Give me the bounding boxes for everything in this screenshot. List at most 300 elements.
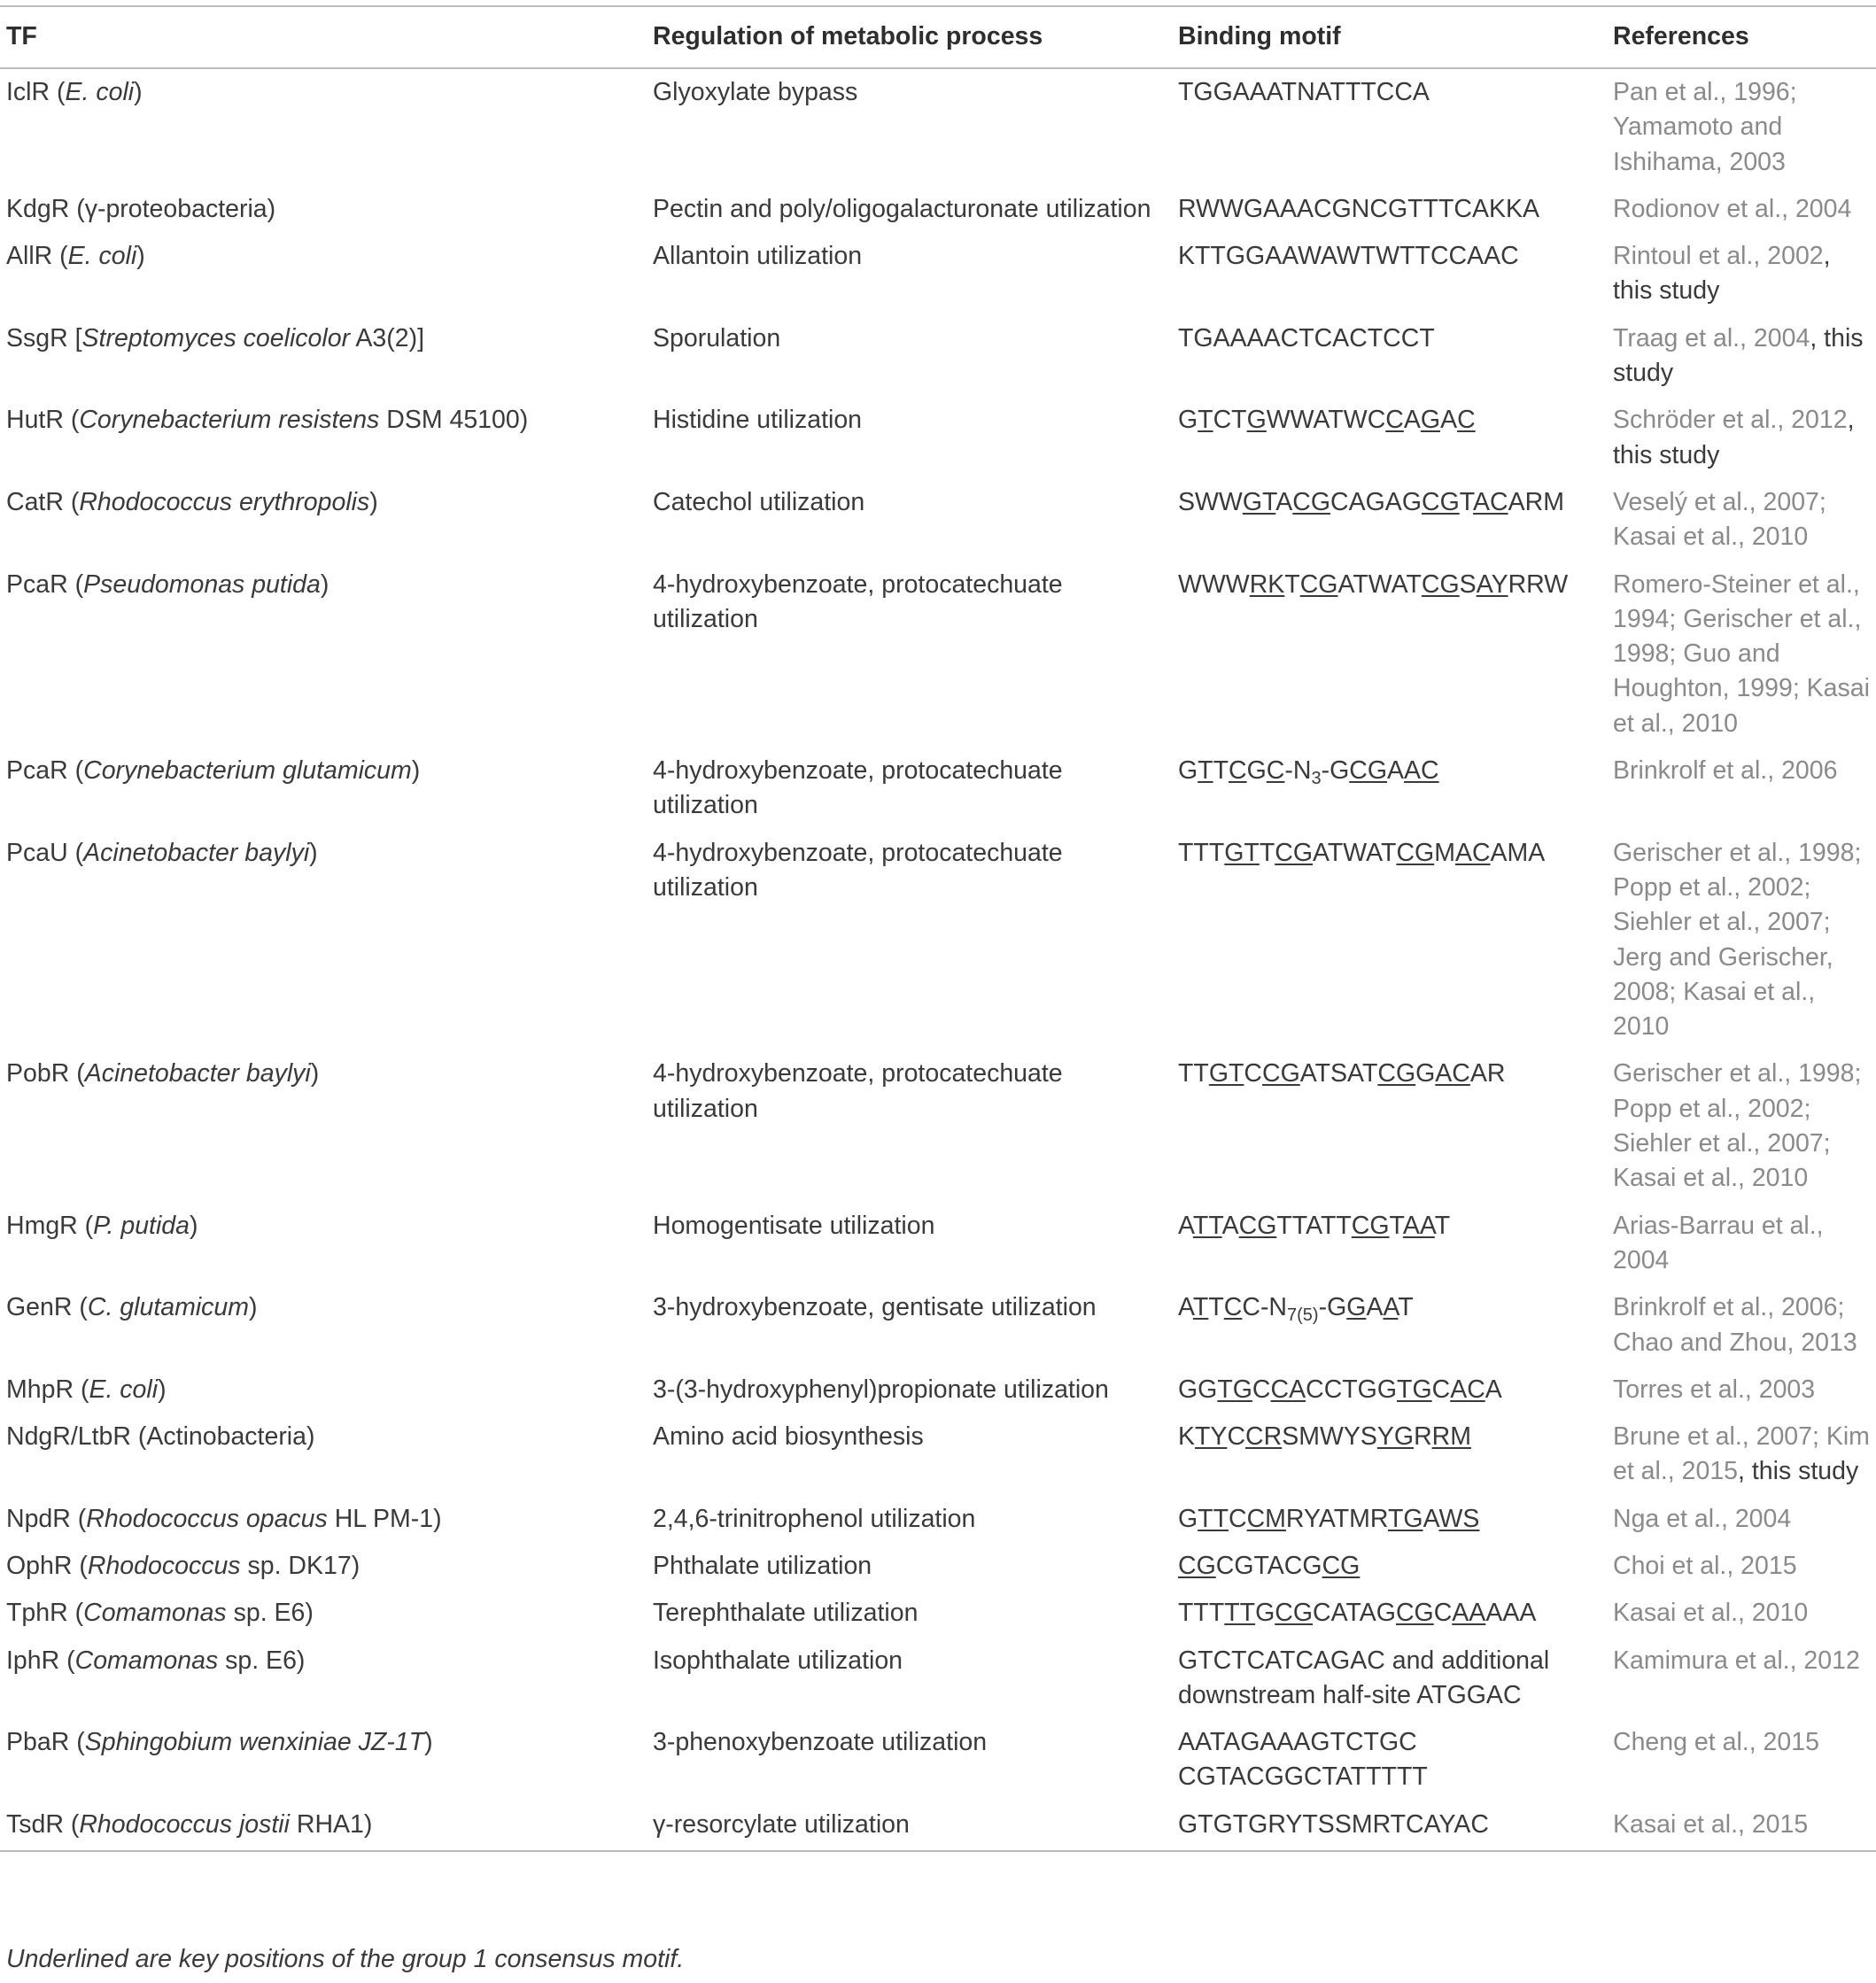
cell-references [1607, 1543, 1876, 1590]
cell-motif [1172, 830, 1607, 1051]
text-segment: Torres et al., 2003 [1613, 1375, 1816, 1404]
text-segment: 3 [1311, 769, 1322, 789]
text-segment: Brune et al., 2007; Kim et al., 2015 [1613, 1422, 1870, 1486]
motif-key-position: CG [1292, 487, 1331, 516]
cell-references [1607, 1496, 1876, 1543]
cell-motif [1172, 1496, 1607, 1543]
cell-regulation: Homogentisate utilization [653, 1211, 935, 1240]
species-name: Corynebacterium glutamicum [83, 756, 412, 786]
species-name: E. coli [67, 242, 137, 271]
motif-key-position: G [1246, 406, 1267, 435]
table-row [0, 233, 1876, 315]
table-row [0, 1050, 1876, 1202]
text-segment: PobR ( [6, 1059, 85, 1088]
text-segment: CT [1213, 406, 1247, 435]
motif-key-position: G [1346, 1293, 1367, 1322]
motif-key-position: CG [1299, 569, 1338, 599]
text-segment: ATWAT [1337, 569, 1422, 599]
table-row [0, 1590, 1876, 1637]
text-segment: A [1485, 1375, 1502, 1404]
motif-key-position: GT [1224, 838, 1260, 867]
text-segment: TsdR ( [6, 1809, 80, 1839]
header-regulation: Regulation of metabolic process [647, 6, 1172, 68]
motif-key-position: TT [1224, 1599, 1256, 1628]
cell-motif [1172, 1719, 1607, 1801]
text-segment: KdgR (γ-proteobacteria) [6, 194, 276, 223]
motif-key-position: WS [1438, 1504, 1480, 1533]
motif-key-position: AA [1402, 1211, 1435, 1240]
motif-key-position: T [1198, 406, 1213, 435]
text-segment: C [1244, 1059, 1262, 1088]
cell-references [1607, 1719, 1876, 1801]
cell-regulation: Phthalate utilization [653, 1551, 872, 1580]
motif-key-position: GT [1208, 1059, 1244, 1088]
motif-key-position: CG [1262, 1059, 1300, 1088]
motif-key-position: AY [1476, 569, 1508, 599]
text-segment: S [1459, 569, 1477, 599]
text-segment: Kasai et al., 2015 [1613, 1809, 1809, 1839]
text-segment: RYATMR [1285, 1504, 1388, 1533]
cell-tf [0, 1414, 647, 1496]
cell-motif [1172, 68, 1607, 186]
text-segment: C [1433, 1599, 1453, 1628]
text-segment: G [1178, 756, 1198, 786]
text-segment: G [1178, 1504, 1198, 1533]
text-segment: -N [1284, 756, 1312, 786]
cell-tf [0, 397, 647, 479]
text-segment: ) [158, 1375, 167, 1404]
cell-motif [1172, 1414, 1607, 1496]
motif-key-position: T [1192, 1293, 1209, 1322]
text-segment: sp. E6) [226, 1599, 314, 1628]
cell-references [1607, 830, 1876, 1051]
text-segment: ) [424, 1728, 433, 1757]
text-segment: TphR ( [6, 1599, 84, 1628]
cell-tf [0, 1050, 647, 1202]
cell-regulation: Amino acid biosynthesis [653, 1422, 924, 1452]
cell-tf [0, 830, 647, 1051]
text-segment: ) [310, 1059, 320, 1088]
cell-motif [1172, 747, 1607, 830]
text-segment: A [1366, 1293, 1384, 1322]
species-name: Rhodococcus jostii [79, 1809, 290, 1839]
text-segment: , this study [1613, 406, 1855, 469]
motif-key-position: RM [1431, 1422, 1471, 1452]
text-segment: CatR ( [6, 487, 80, 516]
text-segment: TTT [1178, 1599, 1225, 1628]
text-segment: ) [190, 1211, 198, 1240]
text-segment: TT [1178, 1059, 1209, 1088]
motif-key-position: TT [1192, 1211, 1222, 1240]
cell-references [1607, 1050, 1876, 1202]
cell-regulation: 4-hydroxybenzoate, protocatechuate utilization [653, 1059, 1063, 1123]
text-segment: C [1431, 1375, 1451, 1404]
text-segment: ) [309, 838, 318, 867]
cell-tf [0, 562, 647, 747]
species-name: Rhodococcus erythropolis [79, 487, 370, 516]
cell-tf [0, 233, 647, 315]
text-segment: T [1389, 1211, 1403, 1240]
motif-key-position: TG [1388, 1504, 1423, 1533]
cell-references [1607, 1801, 1876, 1851]
species-name: Rhodococcus opacus [86, 1504, 328, 1533]
text-segment: A [1221, 1211, 1239, 1240]
text-segment: Brinkrolf et al., 2006; Chao and Zhou, 2013 [1613, 1293, 1857, 1357]
table-row [0, 315, 1876, 398]
cell-references [1607, 1414, 1876, 1496]
text-segment: NdgR/LtbR (Actinobacteria) [6, 1422, 315, 1452]
text-segment: G [1246, 756, 1267, 786]
text-segment: sp. E6) [218, 1646, 306, 1675]
species-name: P. putida [93, 1211, 190, 1240]
tf-table [0, 5, 1876, 1852]
text-segment: ) [249, 1293, 258, 1322]
text-segment: K [1178, 1422, 1196, 1452]
text-segment: A [1403, 406, 1421, 435]
cell-tf [0, 1284, 647, 1367]
text-segment: RHA1) [289, 1809, 373, 1839]
motif-key-position: CG [1377, 1059, 1416, 1088]
text-segment: Rodionov et al., 2004 [1613, 194, 1852, 223]
cell-motif [1172, 1367, 1607, 1414]
cell-references [1607, 1638, 1876, 1720]
text-segment: T [1259, 838, 1275, 867]
text-segment: AMA [1490, 838, 1546, 867]
text-segment: C [1252, 1375, 1271, 1404]
text-segment: Veselý et al., 2007; Kasai et al., 2010 [1613, 487, 1826, 552]
motif-key-position: AC [1435, 1059, 1470, 1088]
text-segment: C [1242, 1293, 1260, 1322]
text-segment: G [1255, 1599, 1275, 1628]
text-segment: Gerischer et al., 1998; Popp et al., 2002; Siehler et al., 2007; Kasai et al., 2010 [1613, 1059, 1862, 1193]
motif-key-position: A [1383, 1293, 1399, 1322]
cell-references [1607, 1203, 1876, 1285]
species-name: C. glutamicum [87, 1293, 250, 1322]
species-name: Acinetobacter baylyi [84, 1059, 311, 1088]
text-segment: -G [1318, 1293, 1347, 1322]
text-segment: Schröder et al., 2012 [1613, 406, 1848, 435]
text-segment: AATAGAAAGTCTGC CGTACGGCTATTTTT [1178, 1728, 1428, 1792]
text-segment: Choi et al., 2015 [1613, 1551, 1797, 1580]
text-segment: T [1213, 756, 1229, 786]
species-name: Comamonas [83, 1599, 227, 1628]
text-segment: WWATWC [1266, 406, 1386, 435]
motif-key-position: CG [1275, 1599, 1313, 1628]
text-segment: Cheng et al., 2015 [1613, 1728, 1819, 1757]
text-segment: ) [411, 756, 421, 786]
cell-tf [0, 1543, 647, 1590]
text-segment: T [1459, 487, 1474, 516]
text-segment: ) [369, 487, 378, 516]
species-name: Pseudomonas putida [83, 569, 321, 599]
motif-key-position: GT [1242, 487, 1276, 516]
motif-key-position: TG [1217, 1375, 1252, 1404]
cell-regulation: 3-hydroxybenzoate, gentisate utilization [653, 1293, 1097, 1322]
motif-key-position: CG [1421, 569, 1460, 599]
cell-tf [0, 1496, 647, 1543]
cell-regulation: Isophthalate utilization [653, 1646, 903, 1675]
table-row [0, 1496, 1876, 1543]
text-segment: CATAG [1312, 1599, 1396, 1628]
text-segment: PcaR ( [6, 756, 84, 786]
species-name: E. coli [89, 1375, 159, 1404]
motif-key-position: AC [1454, 838, 1491, 867]
motif-key-position: CG [1396, 838, 1435, 867]
text-segment: SsgR [ [6, 323, 82, 352]
text-segment: GenR ( [6, 1293, 88, 1322]
table-row [0, 1719, 1876, 1801]
text-segment: CCTGG [1306, 1375, 1398, 1404]
text-segment: A [1178, 1211, 1193, 1240]
text-segment: Romero-Steiner et al., 1994; Gerischer et al., 1998; Guo and Houghton, 1999; Kasai et al., 2010 [1613, 569, 1870, 738]
species-name: E. coli [65, 78, 135, 106]
text-segment: SWW [1178, 487, 1243, 516]
table-body [0, 68, 1876, 1851]
cell-references [1607, 68, 1876, 186]
table-header [0, 6, 1876, 68]
table-row [0, 186, 1876, 233]
motif-key-position: C [1229, 756, 1247, 786]
motif-key-position: CA [1270, 1375, 1306, 1404]
header-motif: Binding motif [1172, 6, 1607, 68]
table-row [0, 1801, 1876, 1851]
cell-motif [1172, 479, 1607, 562]
text-segment: TTATT [1276, 1211, 1352, 1240]
text-segment: sp. DK17) [240, 1551, 360, 1580]
text-segment: C [1227, 1422, 1246, 1452]
cell-motif [1172, 397, 1607, 479]
text-segment: RRW [1508, 569, 1569, 599]
text-segment: A3(2)] [350, 323, 425, 352]
text-segment: KTTGGAAWAWTWTTCCAAC [1178, 242, 1519, 271]
cell-references [1607, 562, 1876, 747]
cell-tf [0, 1367, 647, 1414]
motif-key-position: TY [1195, 1422, 1228, 1452]
cell-regulation: Pectin and poly/oligogalacturonate utilization [653, 194, 1151, 223]
text-segment: ) [320, 569, 329, 599]
text-segment: Brinkrolf et al., 2006 [1613, 756, 1838, 786]
text-segment: CAGAG [1330, 487, 1422, 516]
text-segment: IphR ( [6, 1646, 75, 1675]
cell-references [1607, 1590, 1876, 1637]
text-segment: Kasai et al., 2010 [1613, 1599, 1809, 1628]
text-segment: ATWAT [1312, 838, 1397, 867]
species-name: Corynebacterium resistens [79, 406, 380, 435]
cell-regulation: Glyoxylate bypass [653, 78, 858, 106]
cell-tf [0, 747, 647, 830]
text-segment: GTCTCATCAGAC and additional downstream half-site ATGGAC [1178, 1646, 1550, 1709]
text-segment: Rintoul et al., 2002 [1613, 242, 1824, 271]
text-segment: A [1440, 406, 1458, 435]
cell-motif [1172, 1801, 1607, 1851]
motif-key-position: C [1266, 756, 1285, 786]
cell-regulation: Terephthalate utilization [653, 1599, 919, 1628]
text-segment: HmgR ( [6, 1211, 94, 1240]
text-segment: Traag et al., 2004 [1613, 323, 1810, 352]
cell-regulation: 4-hydroxybenzoate, protocatechuate utilization [653, 569, 1063, 633]
cell-tf [0, 1590, 647, 1637]
text-segment: ARM [1508, 487, 1564, 516]
motif-key-position: CG [1421, 487, 1460, 516]
cell-regulation: Allantoin utilization [653, 242, 863, 271]
text-segment: Gerischer et al., 1998; Popp et al., 2002; Siehler et al., 2007; Jerg and Gerischer, 2008; Kasai et al., 2010 [1613, 838, 1862, 1042]
table-row [0, 479, 1876, 562]
cell-tf [0, 315, 647, 398]
table-row [0, 68, 1876, 186]
header-row [0, 6, 1876, 68]
cell-tf [0, 1801, 647, 1851]
motif-key-position: YG [1376, 1422, 1415, 1452]
motif-key-position: AC [1473, 487, 1508, 516]
cell-regulation: Sporulation [653, 323, 781, 352]
motif-key-position: RK [1249, 569, 1285, 599]
table-row [0, 562, 1876, 747]
table-row [0, 1414, 1876, 1496]
text-segment: PcaR ( [6, 569, 84, 599]
motif-key-position: CR [1245, 1422, 1283, 1452]
cell-regulation: Histidine utilization [653, 406, 863, 435]
cell-references [1607, 1367, 1876, 1414]
text-segment: -N [1260, 1293, 1288, 1322]
cell-references [1607, 186, 1876, 233]
cell-regulation: 2,4,6-trinitrophenol utilization [653, 1504, 976, 1533]
text-segment: PcaU ( [6, 838, 84, 867]
cell-motif [1172, 233, 1607, 315]
text-segment: TGGAAATNATTTCCA [1178, 78, 1430, 106]
motif-key-position: CG [1322, 1551, 1360, 1580]
motif-key-position: CG [1349, 756, 1387, 786]
header-references: References [1607, 6, 1876, 68]
species-name: Streptomyces coelicolor [81, 323, 351, 352]
species-name: Sphingobium wenxiniae JZ-1T [84, 1728, 425, 1757]
table-row [0, 1284, 1876, 1367]
text-segment: GG [1178, 1375, 1218, 1404]
text-segment: T [1208, 1293, 1224, 1322]
cell-tf [0, 186, 647, 233]
cell-regulation: 4-hydroxybenzoate, protocatechuate utilization [653, 756, 1063, 820]
motif-key-position: CG [1351, 1211, 1390, 1240]
text-segment: HutR ( [6, 406, 80, 435]
text-segment: A [1423, 1504, 1439, 1533]
motif-key-position: TT [1198, 1504, 1229, 1533]
cell-references [1607, 315, 1876, 398]
cell-regulation: γ-resorcylate utilization [647, 1801, 1172, 1851]
text-segment: ) [134, 78, 143, 106]
text-segment: PbaR ( [6, 1728, 85, 1757]
cell-tf [0, 1638, 647, 1720]
cell-tf [0, 479, 647, 562]
motif-key-position: CG [1395, 1599, 1434, 1628]
cell-motif [1172, 1203, 1607, 1285]
cell-motif [1172, 562, 1607, 747]
motif-key-position: CM [1246, 1504, 1286, 1533]
motif-key-position: TG [1397, 1375, 1432, 1404]
header-tf: TF [0, 6, 647, 68]
cell-regulation: 3-phenoxybenzoate utilization [653, 1728, 988, 1757]
motif-key-position: AC [1450, 1375, 1485, 1404]
table-row [0, 1638, 1876, 1720]
motif-key-position: CG [1238, 1211, 1277, 1240]
motif-key-position: T [1198, 756, 1213, 786]
cell-regulation: 4-hydroxybenzoate, protocatechuate utilization [653, 838, 1063, 902]
cell-tf [0, 68, 647, 186]
text-segment: C [1229, 1504, 1247, 1533]
text-segment: G [1415, 1059, 1436, 1088]
text-segment: , this study [1613, 242, 1831, 306]
text-segment: HL PM-1) [327, 1504, 442, 1533]
table-row [0, 1203, 1876, 1285]
cell-motif [1172, 315, 1607, 398]
motif-key-position: C [1223, 1293, 1243, 1322]
cell-references [1607, 233, 1876, 315]
table-row [0, 1367, 1876, 1414]
text-segment: MhpR ( [6, 1375, 89, 1404]
text-segment: AllR ( [6, 242, 68, 271]
text-segment: RWWGAAACGNCGTTTCAKKA [1178, 194, 1539, 223]
text-segment: M [1434, 838, 1455, 867]
cell-references [1607, 397, 1876, 479]
cell-motif [1172, 1543, 1607, 1590]
text-segment: AAA [1485, 1599, 1537, 1628]
cell-regulation: Catechol utilization [653, 487, 865, 516]
motif-key-position: AC [1404, 756, 1439, 786]
table-footnote: Underlined are key positions of the group 1 consensus motif. [6, 1945, 685, 1973]
cell-motif [1172, 1590, 1607, 1637]
table-row [0, 1543, 1876, 1590]
text-segment: SMWYS [1282, 1422, 1377, 1452]
motif-key-position: C [1385, 406, 1404, 435]
text-segment: NpdR ( [6, 1504, 87, 1533]
table-row [0, 830, 1876, 1051]
species-name: Comamonas [74, 1646, 219, 1675]
text-segment: R [1414, 1422, 1432, 1452]
species-name: Rhodococcus [87, 1551, 241, 1580]
motif-key-position: CG [1178, 1551, 1216, 1580]
cell-references [1607, 1284, 1876, 1367]
cell-motif [1172, 1284, 1607, 1367]
motif-key-position: C [1457, 406, 1476, 435]
text-segment: T [1434, 1211, 1451, 1240]
text-segment: WWW [1178, 569, 1250, 599]
cell-references [1607, 479, 1876, 562]
text-segment: A [1178, 1293, 1193, 1322]
text-segment: A [1387, 756, 1405, 786]
text-segment: -G [1321, 756, 1350, 786]
text-segment: OphR ( [6, 1551, 88, 1580]
table-row [0, 397, 1876, 479]
text-segment: Arias-Barrau et al., 2004 [1613, 1211, 1824, 1274]
text-segment: AR [1469, 1059, 1506, 1088]
motif-key-position: AA [1452, 1599, 1486, 1628]
text-segment: T [1284, 569, 1300, 599]
species-name: Acinetobacter baylyi [83, 838, 310, 867]
text-segment: A [1275, 487, 1293, 516]
text-segment: Pan et al., 1996; Yamamoto and Ishihama, 2003 [1613, 78, 1797, 176]
text-segment: GTGTGRYTSSMRTCAYAC [1178, 1809, 1490, 1839]
cell-motif [1172, 1050, 1607, 1202]
table-row [0, 747, 1876, 830]
text-segment: G [1178, 406, 1198, 435]
text-segment: , this study [1613, 323, 1864, 388]
text-segment: DSM 45100) [379, 406, 529, 435]
text-segment: Kamimura et al., 2012 [1613, 1646, 1860, 1675]
text-segment: , this study [1738, 1457, 1859, 1486]
motif-key-position: CG [1275, 838, 1313, 867]
text-segment: TGAAAACTCACTCCT [1178, 323, 1435, 352]
motif-key-position: G [1420, 406, 1441, 435]
text-segment: T [1398, 1293, 1414, 1322]
cell-regulation: 3-(3-hydroxyphenyl)propionate utilization [653, 1375, 1109, 1404]
